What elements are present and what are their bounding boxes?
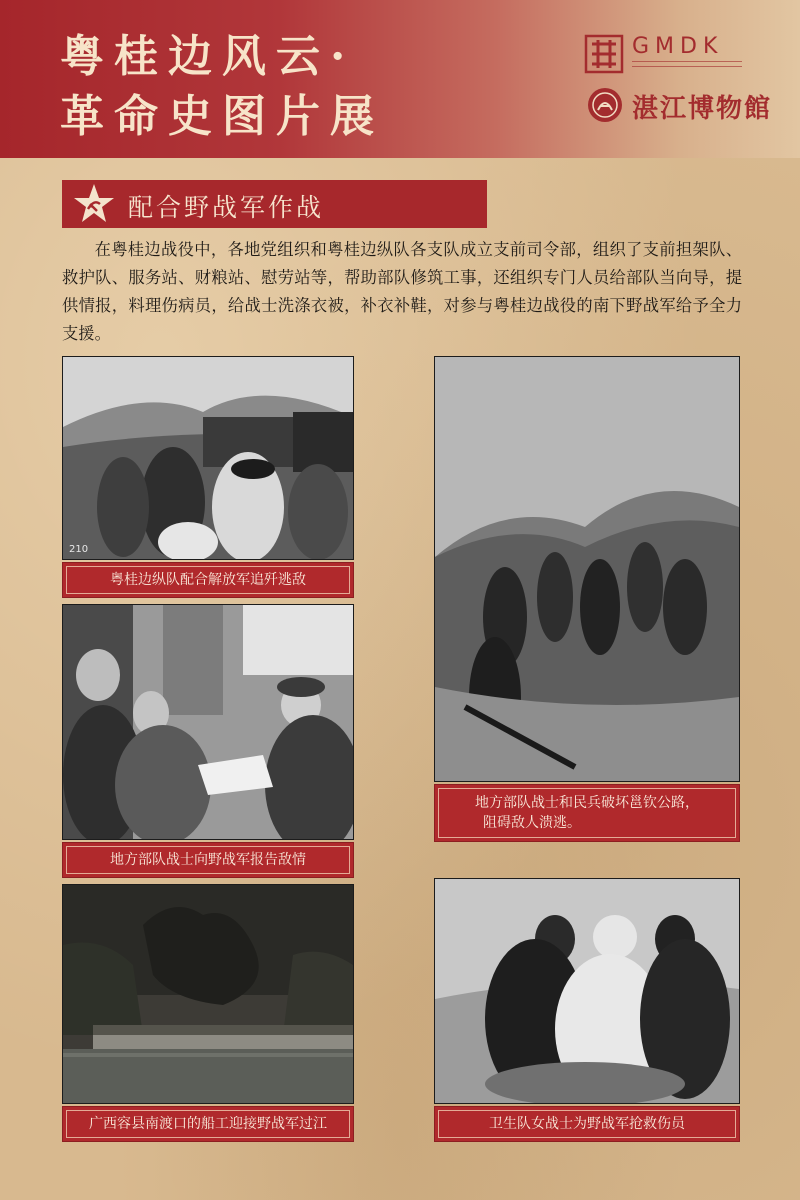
photo-ferry	[62, 884, 354, 1104]
header-banner	[0, 0, 800, 158]
museum-name: 湛江博物館	[632, 94, 773, 124]
caption-bar	[62, 1106, 354, 1142]
caption-bar	[434, 1106, 740, 1142]
section-body-text: 在粤桂边战役中，各地党组织和粤桂边纵队各支队成立支前司令部，组织了支前担架队、救护队、服务站、财粮站、慰劳站等，帮助部队修筑工事，还组织专门人员给部队当向导，提供情报，料理伤病员，给战士洗涤衣被，补衣补鞋，对参与粤桂边战役的南下野战军给予全力支援。	[62, 240, 742, 343]
caption-bar	[62, 562, 354, 598]
seal-icon	[584, 34, 624, 74]
photo-caption: 粤桂边纵队配合解放军追歼逃敌	[110, 572, 306, 588]
photo-caption-line1: 地方部队战士和民兵破坏邕钦公路，	[475, 795, 699, 811]
exhibit-title-line2: 革命史图片展	[60, 91, 384, 142]
photo-number: 210	[69, 544, 89, 555]
photo-caption: 广西容县南渡口的船工迎接野战军过江	[89, 1116, 327, 1132]
section-title: 配合野战军作战	[128, 193, 325, 222]
photo-caption: 卫生队女战士为野战军抢救伤员	[489, 1116, 685, 1132]
photo-caption-line2: 阻碍敌人溃逃。	[483, 815, 581, 831]
photo-pursuit	[62, 356, 354, 560]
gmdk-letters: GMDK	[632, 34, 724, 59]
photo-report	[62, 604, 354, 840]
photo-caption: 地方部队战士向野战军报告敌情	[110, 852, 306, 868]
caption-bar	[434, 784, 740, 842]
exhibit-title-line1: 粤桂边风云·	[60, 31, 356, 82]
museum-emblem-icon	[586, 86, 624, 124]
gmdk-subline	[632, 61, 742, 67]
gmdk-logo	[584, 34, 774, 74]
photo-road-sabotage	[434, 356, 740, 782]
zhanjiang-museum-logo	[586, 86, 776, 126]
photo-medics	[434, 878, 740, 1104]
red-star-icon	[72, 182, 116, 226]
caption-bar	[62, 842, 354, 878]
